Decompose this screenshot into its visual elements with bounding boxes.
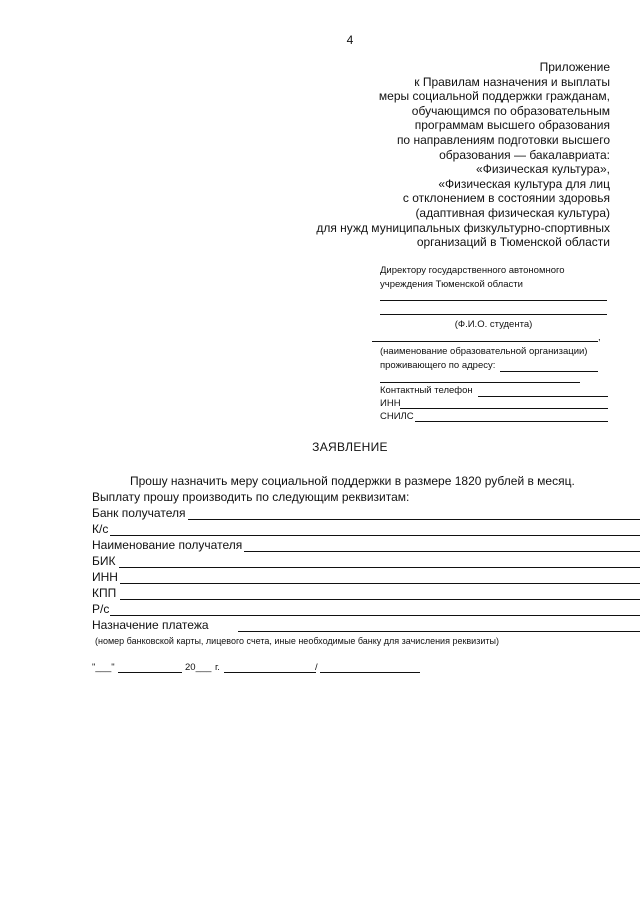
snils-label: СНИЛС: [380, 411, 414, 422]
fio-caption: (Ф.И.О. студента): [454, 319, 533, 330]
organization-caption: (наименование образовательной организации): [380, 346, 588, 357]
appendix-line: «Физическая культура для лиц: [438, 176, 610, 191]
appendix-line: по направлениям подготовки высшего: [396, 132, 610, 147]
appendix-line: (адаптивная физическая культура): [415, 205, 610, 220]
appendix-line: программам высшего образования: [414, 118, 610, 133]
appendix-line: меры социальной поддержки гражданам,: [378, 89, 610, 104]
addressee-line-2: учреждения Тюменской области: [380, 279, 523, 290]
correspondent-account-field[interactable]: [110, 535, 640, 536]
date-month-field[interactable]: [118, 672, 182, 673]
appendix-line: Приложение: [539, 60, 610, 74]
signature-decoding-field[interactable]: [320, 672, 420, 673]
addressee-line-1: Директору государственного автономного: [380, 265, 565, 276]
requisite-label: Р/с: [92, 602, 110, 616]
appendix-line: к Правилам назначения и выплаты: [414, 74, 610, 89]
appendix-line: для нужд муниципальных физкультурно-спортивных: [316, 220, 610, 235]
snils-field[interactable]: [415, 421, 608, 422]
appendix-line: «Физическая культура»,: [476, 162, 610, 177]
requisite-label: КПП: [92, 586, 117, 600]
signature-separator: /: [315, 662, 318, 673]
document-title: ЗАЯВЛЕНИЕ: [312, 440, 388, 454]
phone-label: Контактный телефон: [380, 385, 473, 396]
requisite-label: К/с: [92, 522, 109, 536]
settlement-account-field[interactable]: [110, 615, 640, 616]
recipient-name-field[interactable]: [244, 551, 640, 552]
appendix-line: обучающимся по образовательным: [411, 103, 610, 118]
requisite-label: Назначение платежа: [92, 618, 209, 632]
payment-text: Выплату прошу производить по следующим реквизитам:: [92, 490, 410, 504]
request-text: Прошу назначить меру социальной поддержки в размере 1820 рублей в месяц.: [130, 474, 575, 488]
inn-field[interactable]: [400, 408, 608, 409]
appendix-line: организаций в Тюменской области: [416, 235, 610, 250]
date-day: "___": [92, 662, 115, 673]
kpp-field[interactable]: [120, 599, 640, 600]
student-name-field[interactable]: [380, 314, 607, 315]
date-year-suffix: г.: [215, 662, 220, 673]
payment-purpose-field[interactable]: [238, 631, 640, 632]
page-number: 4: [346, 33, 354, 47]
addressee-blank-1[interactable]: [380, 300, 607, 301]
appendix-header: [250, 60, 610, 250]
appendix-line: с отклонением в состоянии здоровья: [402, 191, 610, 206]
date-century: 20___: [185, 662, 212, 673]
bank-name-field[interactable]: [188, 519, 640, 520]
phone-field[interactable]: [478, 396, 608, 397]
appendix-line: образования — бакалавриата:: [439, 147, 610, 162]
requisite-label: Наименование получателя: [92, 538, 243, 552]
inn-label: ИНН: [380, 398, 401, 409]
organization-comma: ,: [598, 332, 601, 343]
address-label: проживающего по адресу:: [380, 360, 496, 371]
address-field-continued[interactable]: [380, 382, 580, 383]
address-field[interactable]: [500, 371, 598, 372]
recipient-inn-field[interactable]: [120, 583, 640, 584]
bik-field[interactable]: [119, 567, 640, 568]
requisite-label: БИК: [92, 554, 116, 568]
requisites-hint: (номер банковской карты, лицевого счета, иные необходимые банку для зачисления реквизиты): [95, 636, 499, 646]
organization-field[interactable]: [372, 341, 598, 342]
requisite-label: Банк получателя: [92, 506, 186, 520]
signature-field[interactable]: [224, 672, 316, 673]
requisite-label: ИНН: [92, 570, 118, 584]
